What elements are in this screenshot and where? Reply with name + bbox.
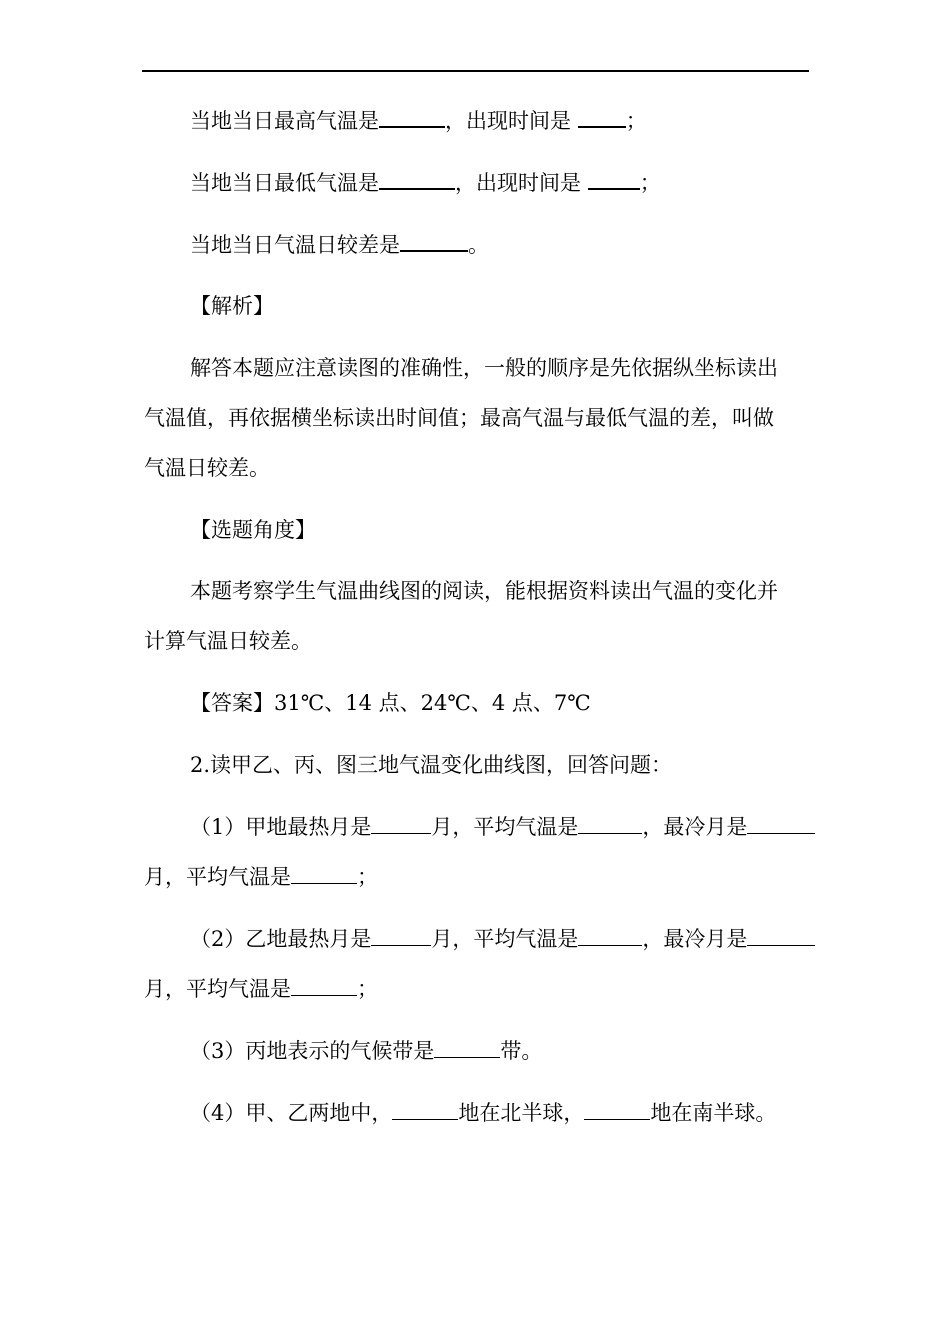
question-2-2-line-2 <box>144 974 378 1004</box>
min-time-label: ，出现时间是 <box>455 171 581 195</box>
q2-1-line-end: ； <box>357 865 378 889</box>
q2-2-line-end: ； <box>357 977 378 1001</box>
q2-4-south-blank <box>584 1099 650 1120</box>
q2-1-hottest-blank <box>371 813 431 834</box>
q2-1-coldest-label: ，最冷月是 <box>642 815 748 839</box>
q2-2-coldest-avg-blank <box>291 975 357 996</box>
q2-4-label: （4）甲、乙两地中， <box>190 1101 393 1125</box>
q2-1-coldest-avg-label: 月，平均气温是 <box>144 865 291 889</box>
range-label: 当地当日气温日较差是 <box>190 233 400 257</box>
analysis-text-3: 气温日较差。 <box>144 456 270 480</box>
q2-1-coldest-avg-blank <box>291 863 357 884</box>
q2-1-hottest-label: （1）甲地最热月是 <box>190 815 372 839</box>
max-time-blank <box>578 106 626 128</box>
q2-2-coldest-blank <box>747 925 815 946</box>
range-line <box>190 230 489 260</box>
max-line-end: ； <box>625 109 647 133</box>
question-2-3-line <box>190 1036 542 1066</box>
analysis-text-1: 解答本题应注意读图的准确性，一般的顺序是先依据纵坐标读出 <box>190 356 778 380</box>
max-temp-blank <box>379 106 445 128</box>
q2-2-coldest-avg-label: 月，平均气温是 <box>144 977 291 1001</box>
min-temp-label: 当地当日最低气温是 <box>190 171 379 195</box>
min-time-blank <box>588 168 640 190</box>
answer-line: 【答案】31℃、14 点、24℃、4 点、7℃ <box>190 691 591 715</box>
question-2-1-line-2 <box>144 862 378 892</box>
angle-text-2: 计算气温日较差。 <box>144 629 312 653</box>
question-2-1-line-1 <box>190 812 815 842</box>
q2-1-coldest-blank <box>747 813 815 834</box>
angle-text-1: 本题考察学生气温曲线图的阅读，能根据资料读出气温的变化并 <box>190 579 778 603</box>
q2-1-avg-label: 月，平均气温是 <box>431 815 579 839</box>
q2-3-label: （3）丙地表示的气候带是 <box>190 1039 435 1063</box>
q2-2-hottest-blank <box>371 925 431 946</box>
question-2-4-line <box>190 1098 776 1128</box>
q2-4-north-blank <box>392 1099 458 1120</box>
q2-1-avg-blank <box>578 813 642 834</box>
q2-2-coldest-label: ，最冷月是 <box>642 927 748 951</box>
question-2-title: 2.读甲乙、丙、图三地气温变化曲线图，回答问题： <box>190 753 673 777</box>
analysis-heading: 【解析】 <box>190 294 274 318</box>
q2-3-end: 带。 <box>500 1039 543 1063</box>
q2-2-avg-blank <box>578 925 642 946</box>
q2-2-avg-label: 月，平均气温是 <box>431 927 579 951</box>
min-temp-blank <box>379 168 455 190</box>
max-temp-label: 当地当日最高气温是 <box>190 109 379 133</box>
q2-4-north-label: 地在北半球， <box>458 1101 585 1125</box>
question-2-2-line-1 <box>190 924 815 954</box>
angle-heading: 【选题角度】 <box>190 518 316 542</box>
range-blank <box>400 230 468 252</box>
q2-2-hottest-label: （2）乙地最热月是 <box>190 927 372 951</box>
range-line-end: 。 <box>468 233 489 257</box>
min-line-end: ； <box>639 171 661 195</box>
q2-3-blank <box>434 1037 500 1058</box>
q2-4-south-label: 地在南半球。 <box>650 1101 777 1125</box>
max-time-label: ，出现时间是 <box>445 109 571 133</box>
min-temp-line <box>190 168 661 198</box>
header-rule <box>142 70 809 72</box>
max-temp-line <box>190 106 647 136</box>
analysis-text-2: 气温值，再依据横坐标读出时间值；最高气温与最低气温的差，叫做 <box>144 406 774 430</box>
